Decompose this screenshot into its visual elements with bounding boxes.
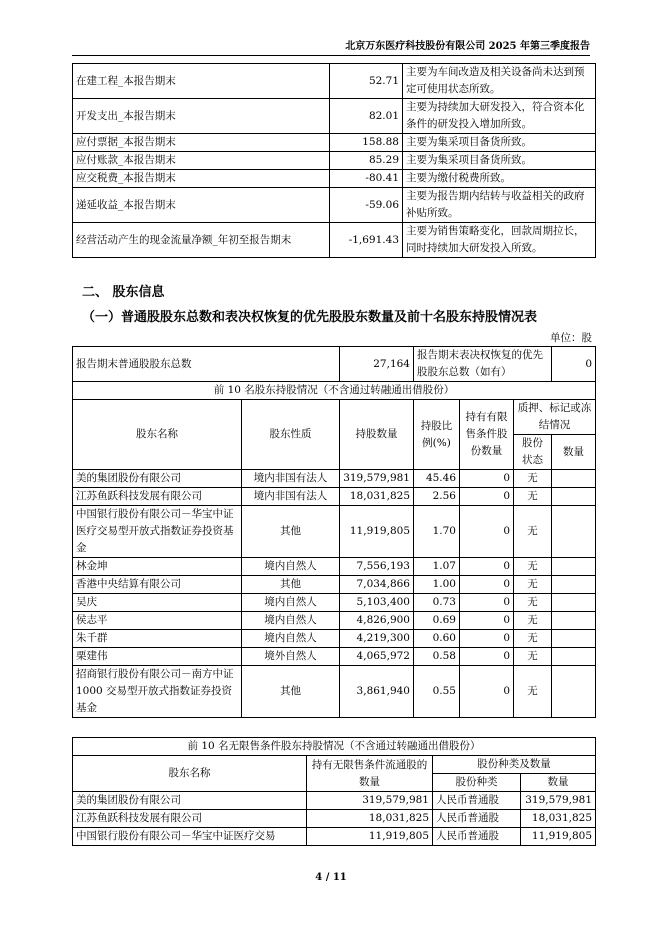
table-row: 中国银行股份有限公司－华宝中证医疗交易型开放式指数证券投资基金 其他 11,919,805 1.70 0 无 (73, 506, 596, 558)
unrestricted-shareholder-table (72, 737, 596, 846)
table-row: 美的集团股份有限公司 境内非国有法人 319,579,981 45.46 0 无 (73, 470, 596, 488)
page-number: 4 / 11 (315, 872, 347, 883)
table-row: 江苏鱼跃科技发展有限公司 18,031,825 人民币普通股 18,031,825 (73, 810, 596, 828)
table-row: 应付账款_本报告期末 85.29 主要为集采项目备货所致。 (73, 152, 596, 170)
table-row: 经营活动产生的现金流量净额_年初至报告期末 -1,691.43 主要为销售策略变化，回款周期拉长，同时持续加大研发投入所致。 (73, 223, 596, 258)
section-heading: 二、 股东信息 (82, 285, 165, 300)
table-row: 林金坤 境内自然人 7,556,193 1.07 0 无 (73, 558, 596, 576)
table-row: 中国银行股份有限公司－华宝中证医疗交易 11,919,805 人民币普通股 11,919,805 (73, 828, 596, 846)
table-row: 在建工程_本报告期末 52.71 主要为车间改造及相关设备尚未达到预定可使用状态所致。 (73, 64, 596, 99)
table-row: 栗建伟 境外自然人 4,065,972 0.58 0 无 (73, 648, 596, 666)
table-title-row: 前 10 名股东持股情况（不含通过转融通出借股份） (73, 382, 596, 400)
header-row: 股份状态 数量 (73, 435, 596, 470)
page-header: 北京万东医疗科技股份有限公司 2025 年第三季度报告 (72, 37, 590, 56)
table-row: 朱千群 境内自然人 4,219,300 0.60 0 无 (73, 630, 596, 648)
header-row: 股份种类 数量 (73, 774, 596, 792)
table-row: 江苏鱼跃科技发展有限公司 境内非国有法人 18,031,825 2.56 0 无 (73, 488, 596, 506)
table-row: 应付票据_本报告期末 158.88 主要为集采项目备货所致。 (73, 134, 596, 152)
table-row: 应交税费_本报告期末 -80.41 主要为缴付税费所致。 (73, 170, 596, 188)
header-row: 股东名称 持有无限售条件流通股的数量 股份种类及数量 (73, 756, 596, 774)
summary-row: 报告期末普通股股东总数 27,164 报告期末表决权恢复的优先股股东总数（如有） 0 (73, 347, 596, 382)
section-subheading: （一）普通股股东总数和表决权恢复的优先股股东数量及前十名股东持股情况表 (82, 310, 538, 325)
header-row: 股东名称 股东性质 持股数量 持股比例(%) 持有有限售条件股份数量 质押、标记或冻结情况 (73, 400, 596, 435)
table-row: 美的集团股份有限公司 319,579,981 人民币普通股 319,579,981 (73, 792, 596, 810)
table-row: 吴庆 境内自然人 5,103,400 0.73 0 无 (73, 594, 596, 612)
table-row: 递延收益_本报告期末 -59.06 主要为报告期内结转与收益相关的政府补贴所致。 (73, 188, 596, 223)
table-row: 香港中央结算有限公司 其他 7,034,866 1.00 0 无 (73, 576, 596, 594)
table-row: 招商银行股份有限公司－南方中证 1000 交易型开放式指数证券投资基金 其他 3,861,940 0.55 0 无 (73, 666, 596, 718)
table-title-row: 前 10 名无限售条件股东持股情况（不含通过转融通出借股份） (73, 738, 596, 756)
unit-label: 单位：股 (550, 332, 592, 344)
table-row: 开发支出_本报告期末 82.01 主要为持续加大研发投入，符合资本化条件的研发投入增加所致。 (73, 99, 596, 134)
table-row: 侯志平 境内自然人 4,826,900 0.69 0 无 (73, 612, 596, 630)
shareholder-table (72, 346, 596, 718)
change-reason-table (72, 63, 596, 258)
